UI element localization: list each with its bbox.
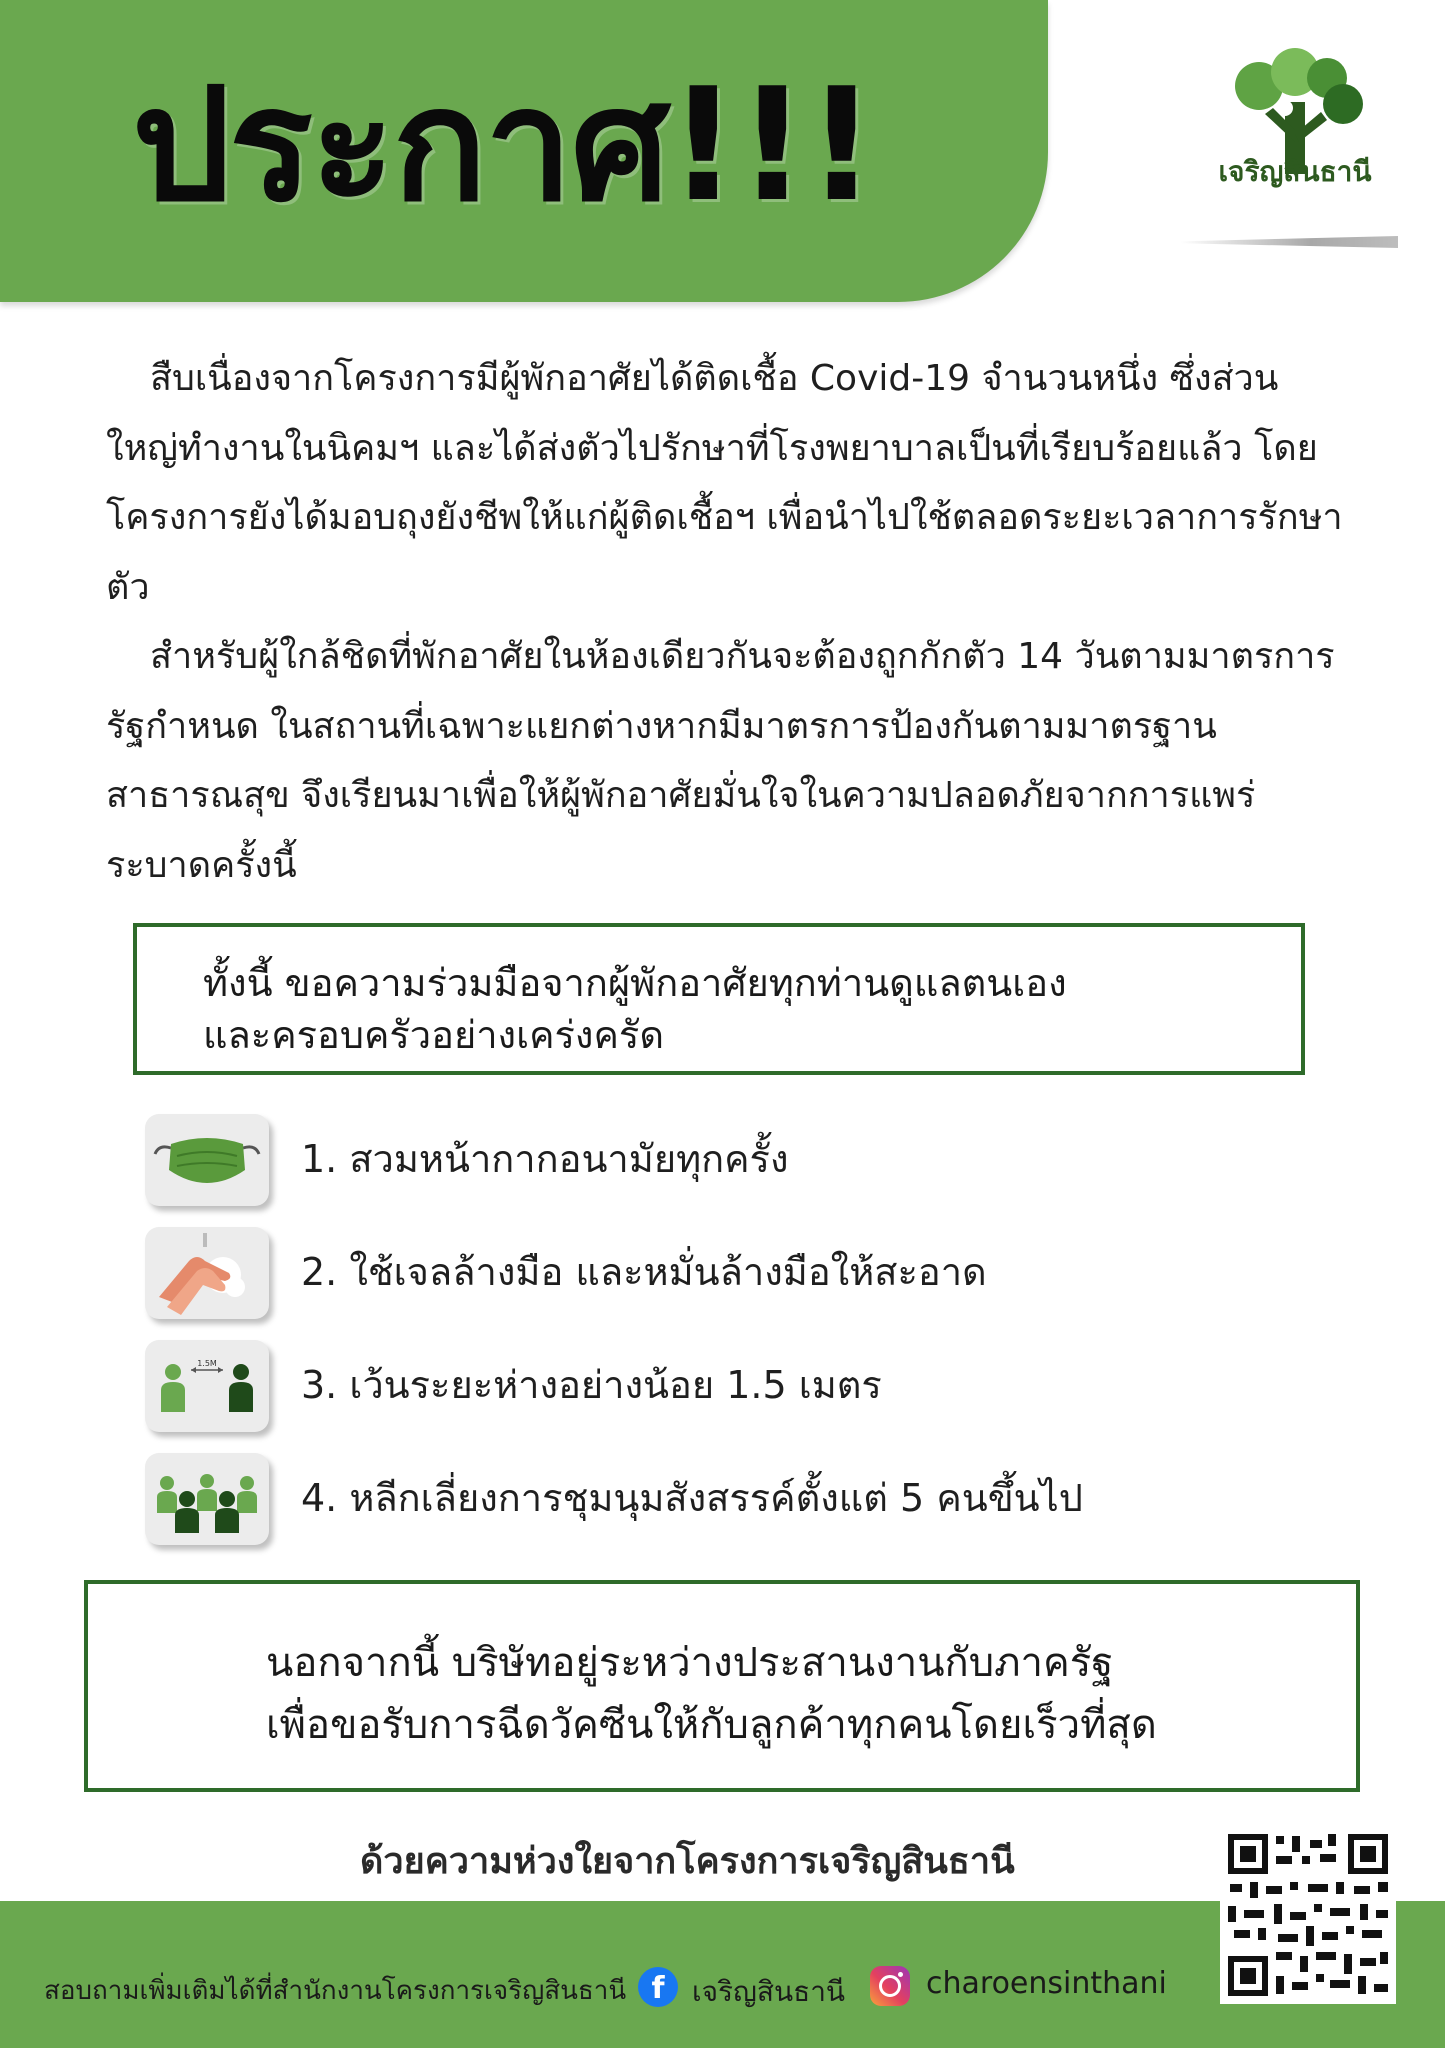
page-title: ประกาศ!!! <box>132 54 876 236</box>
tip-text: 1. สวมหน้ากากอนามัยทุกครั้ง <box>301 1137 789 1181</box>
instagram-icon[interactable] <box>870 1966 910 2006</box>
cooperation-box <box>133 923 1305 1075</box>
tip-text: 2. ใช้เจลล้างมือ และหมั่นล้างมือให้สะอาด <box>301 1250 987 1294</box>
facebook-link[interactable]: เจริญสินธานี <box>692 1975 846 2008</box>
vaccine-line-1: นอกจากนี้ บริษัทอยู่ระหว่างประสานงานกับภาครัฐ <box>266 1640 1114 1686</box>
distance-label: 1.5M <box>197 1359 217 1368</box>
vaccine-notice-box <box>84 1580 1360 1792</box>
tip-item <box>145 1340 1345 1436</box>
tip-item <box>145 1453 1345 1549</box>
paragraph-2: สำหรับผู้ใกล้ชิดที่พักอาศัยในห้องเดียวกันจะต้องถูกกักตัว 14 วันตามมาตรการรัฐกำหนด ในสถานที่เฉพาะแยกต่างหากมีมาตรการป้องกันตามมาตรฐานสาธารณสุข จึงเรียนมาเพื่อให้ผู้พักอาศัยมั่นใจในความปลอดภัยจากการแพร่ระบาดครั้งนี้ <box>106 636 1335 886</box>
tip-item <box>145 1114 1345 1210</box>
signoff: ด้วยความห่วงใยจากโครงการเจริญสินธานี <box>360 1841 1015 1882</box>
paragraph-1: สืบเนื่องจากโครงการมีผู้พักอาศัยได้ติดเชื้อ Covid-19 จำนวนหนึ่ง ซึ่งส่วนใหญ่ทำงานในนิคมฯ และได้ส่งตัวไปรักษาที่โรงพยาบาลเป็นที่เรียบร้อยแล้ว โดยโครงการยังได้มอบถุงยังชีพให้แก่ผู้ติดเชื้อฯ เพื่อนำไปใช้ตลอดระยะเวลาการรักษาตัว <box>106 358 1343 608</box>
cooperation-line-1: ทั้งนี้ ขอความร่วมมือจากผู้พักอาศัยทุกท่านดูแลตนเอง <box>203 961 1067 1005</box>
footer-inquiry: สอบถามเพิ่มเติมได้ที่สำนักงานโครงการเจริญสินธานี <box>44 1976 627 2006</box>
qr-code-icon[interactable] <box>1220 1826 1396 2004</box>
logo-name: เจริญสินธานี <box>1218 155 1372 188</box>
tip-item <box>145 1227 1345 1323</box>
tip-text: 3. เว้นระยะห่างอย่างน้อย 1.5 เมตร <box>301 1363 882 1407</box>
face-mask-icon <box>145 1114 269 1206</box>
facebook-icon[interactable]: f <box>638 1967 678 2007</box>
vaccine-line-2: เพื่อขอรับการฉีดวัคซีนให้กับลูกค้าทุกคนโดยเร็วที่สุด <box>266 1702 1157 1748</box>
logo-divider <box>1180 236 1398 248</box>
tip-text: 4. หลีกเลี่ยงการชุมนุมสังสรรค์ตั้งแต่ 5 คนขึ้นไป <box>301 1476 1083 1520</box>
crowd-icon <box>145 1453 269 1545</box>
social-distance-icon <box>145 1340 269 1432</box>
instagram-link[interactable]: charoensinthani <box>926 1966 1167 2001</box>
cooperation-line-2: และครอบครัวอย่างเคร่งครัด <box>203 1013 664 1057</box>
announcement-body <box>106 344 1346 900</box>
hand-wash-icon <box>145 1227 269 1319</box>
